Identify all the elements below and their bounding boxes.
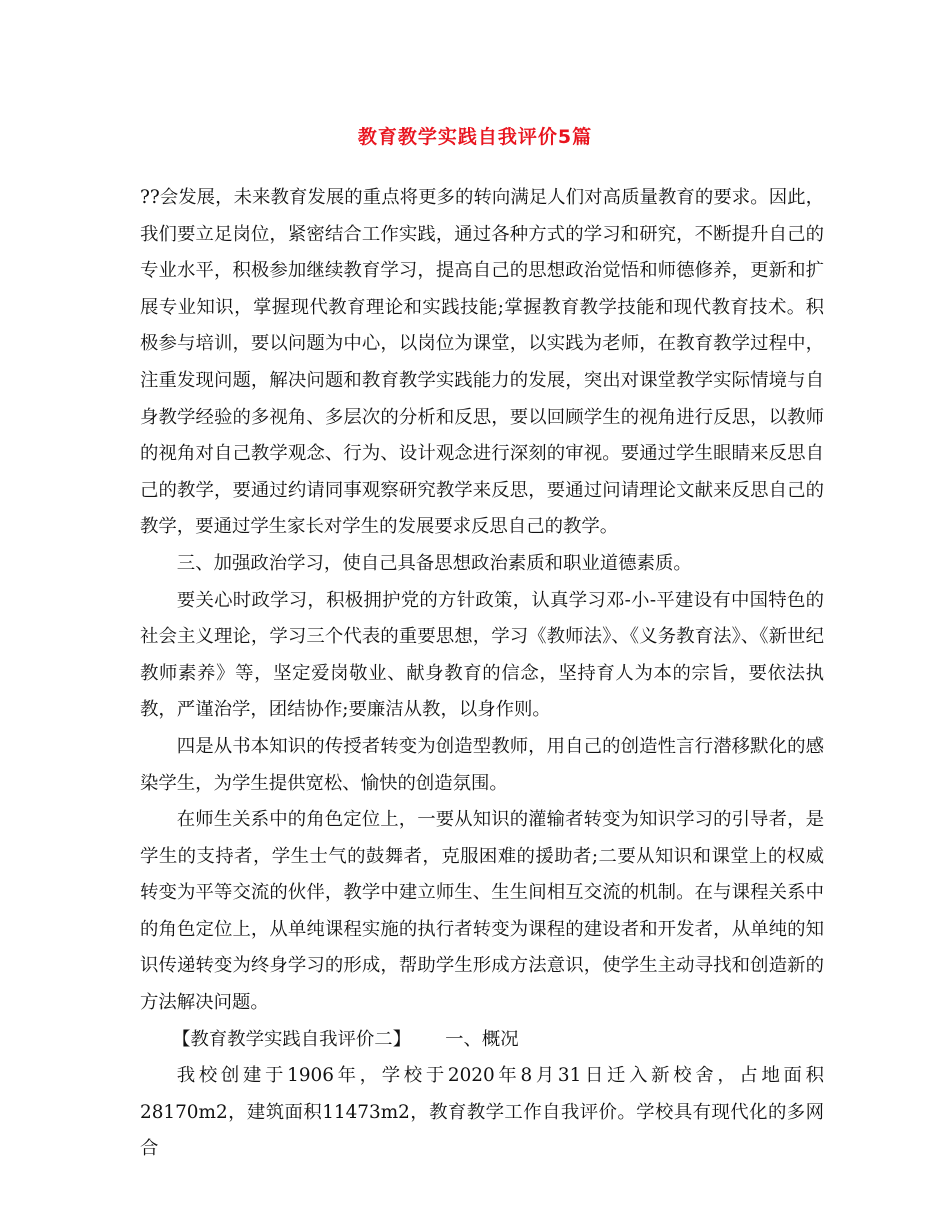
paragraph-1: ??会发展，未来教育发展的重点将更多的转向满足人们对高质量教育的要求。因此，我们要立足岗位，紧密结合工作实践，通过各种方式的学习和研究，不断提升自己的专业水平，积极参加继续教育学习，提高自己的思想政治觉悟和师德修养，更新和扩展专业知识，掌握现代教育理论和实践技能;掌握教育教学技能和现代教育技术。积极参与培训，要以问题为中心，以岗位为课堂，以实践为老师，在教育教学过程中，注重发现问题，解决问题和教育教学实践能力的发展，突出对课堂教学实际情境与自身教学经验的多视角、多层次的分析和反思，要以回顾学生的视角进行反思，以教师的视角对自己教学观念、行为、设计观念进行深刻的审视。要通过学生眼睛来反思自己的教学，要通过约请同事观察研究教学来反思，要通过问请理论文献来反思自己的教学，要通过学生家长对学生的发展要求反思自己的教学。 <box>140 187 824 538</box>
paragraph-2: 三、加强政治学习，使自己具备思想政治素质和职业道德素质。 <box>176 552 692 574</box>
paragraph-3: 要关心时政学习，积极拥护党的方针政策，认真学习邓-小-平建设有中国特色的社会主义理论，学习三个代表的重要思想，学习《教师法》、《义务教育法》、《新世纪教师素养》等，坚定爱岗敬业、献身教育的信念，坚持育人为本的宗旨，要依法执教，严谨治学，团结协作;要廉洁从教，以身作则。 <box>140 589 824 721</box>
section-heading-subtitle: 一、概况 <box>445 1028 519 1050</box>
paragraph-6: 我校创建于1906年，学校于2020年8月31日迁入新校舍，占地面积28170m2，建筑面积11473m2，教育教学工作自我评价。学校具有现代化的多网合 <box>140 1065 824 1160</box>
section-heading <box>140 1022 824 1059</box>
document-body <box>140 180 824 1168</box>
paragraph-4: 四是从书本知识的传授者转变为创造型教师，用自己的创造性言行潜移默化的感染学生，为学生提供宽松、愉快的创造氛围。 <box>140 735 824 794</box>
document-title: 教育教学实践自我评价5篇 <box>357 126 593 148</box>
paragraph-5: 在师生关系中的角色定位上，一要从知识的灌输者转变为知识学习的引导者，是学生的支持者，学生士气的鼓舞者，克服困难的援助者;二要从知识和课堂上的权威转变为平等交流的伙伴，教学中建立师生、生生间相互交流的机制。在与课程关系中的角色定位上，从单纯课程实施的执行者转变为课程的建设者和开发者，从单纯的知识传递转变为终身学习的形成，帮助学生形成方法意识，使学生主动寻找和创造新的方法解决问题。 <box>140 809 824 1014</box>
section-heading-label: 【教育教学实践自我评价二】 <box>172 1028 412 1050</box>
